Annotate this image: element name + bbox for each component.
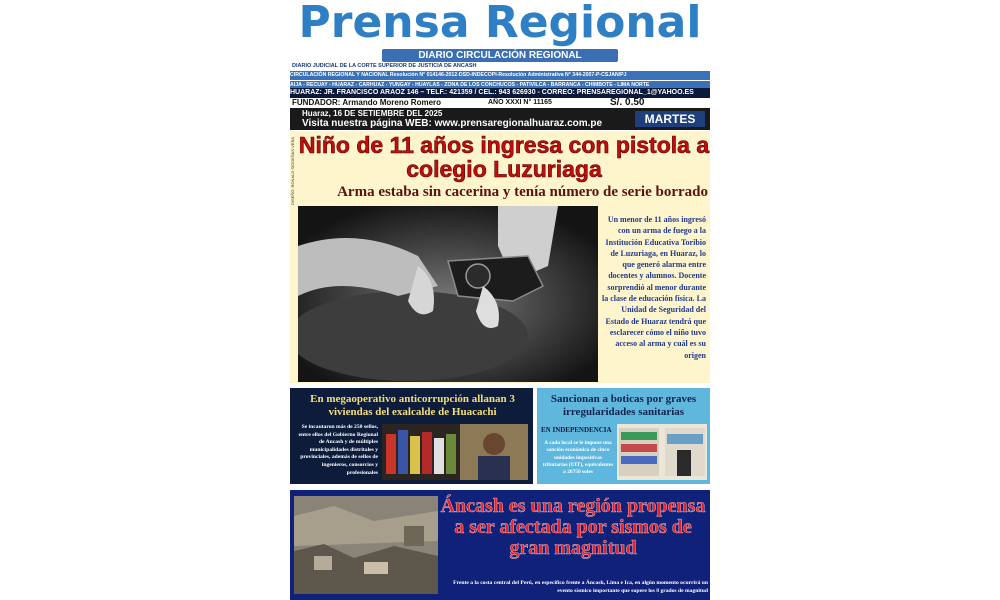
- resolutions-bar: CIRCULACIÓN REGIONAL Y NACIONAL Resolución N° 014146-2012-DSD-INDECOPI-Resolución Administrativa N° 344-2007-P-CSJAN/PJ: [290, 71, 710, 80]
- story-pharmacies-headline[interactable]: Sancionan a boticas por graves irregularidades sanitarias: [550, 393, 697, 418]
- founder-label: FUNDADOR: Armando Moreno Romero: [292, 98, 442, 107]
- pharmacy-photo: [617, 424, 707, 480]
- towns-bar: AIJA - RECUAY - HUARAZ - CARHUAZ - YUNGAY - HUAYLAS - ZONA DE LOS CONCHUCOS - PATIVILCA - BARRANCA - CHIMBOTE - LIMA NORTE: [290, 80, 710, 89]
- address-bar: HUARAZ: JR. FRANCISCO ARAOZ 146 – TELF.: 421359 / CEL.: 943 626930 - CORREO: PRENSAREGIONAL_1@YAHOO.ES: [290, 88, 710, 98]
- info-row: [290, 98, 710, 108]
- lead-headline[interactable]: Niño de 11 años ingresa con pistola a colegio Luzuriaga: [298, 132, 710, 182]
- issue-number: AÑO XXXI N° 11165: [488, 99, 552, 106]
- earthquake-photo: [294, 496, 438, 594]
- price-label: S/. 0.50: [610, 97, 645, 108]
- rubble-image: [294, 496, 438, 594]
- person-image: [460, 424, 528, 480]
- judicial-line: DIARIO JUDICIAL DE LA CORTE SUPERIOR DE JUSTICIA DE ANCASH: [292, 63, 477, 69]
- story-earthquake-headline[interactable]: Áncash es una región propensa a ser afectada por sismos de gran magnitud: [440, 495, 706, 559]
- lead-body: Un menor de 11 años ingresó con un arma de fuego a la Institución Educativa Toribio de Luzuriaga, en Huaraz, lo que generó alarma entre docentes y alumnos. Docente sorprendió al menor durante la clase de educación física. La Unidad de Seguridad del Estado de Huaraz tendrá que esclarecer cómo el niño tuvo acceso al arma y cuál es su origen: [602, 215, 706, 360]
- story-earthquake[interactable]: [290, 490, 710, 600]
- lead-subhead: Arma estaba sin cacerina y tenía número de serie borrado: [337, 184, 708, 200]
- date-bar: [290, 108, 710, 130]
- pharmacy-shelves-image: [617, 424, 707, 480]
- story-raids[interactable]: [290, 388, 533, 484]
- masthead-title: Prensa Regional: [298, 0, 702, 48]
- stamps-image: [382, 424, 460, 480]
- story-pharmacies[interactable]: [537, 388, 710, 484]
- story-pharmacies-body: A cada local se le impone una sanción económica de cinco unidades impositivas tributarias (UIT), equivalentes a 26750 soles: [542, 440, 614, 476]
- story-raids-body: Se incautaron más de 250 sellos, entre ellos del Gobierno Regional de Ancash y de múltiples municipalidades distritales y provinciales, además de sellos de ingenieros, consorcios y profesionales: [298, 424, 378, 476]
- story-raids-headline[interactable]: En megaoperativo anticorrupción allanan 3 viviendas del exalcalde de Huacachi: [310, 393, 515, 418]
- seized-stamps-photo: [382, 424, 460, 480]
- suspect-photo: [460, 424, 528, 480]
- issue-date: Huaraz, 16 DE SETIEMBRE DEL 2025: [302, 109, 443, 118]
- child-holding-pistol-image: [298, 206, 598, 382]
- lead-photo: [298, 206, 598, 382]
- design-credit: DISEÑO: RONALD SIGÜEÑAS VERA: [290, 136, 295, 205]
- weekday-badge: MARTES: [635, 111, 705, 127]
- newspaper-front-page: [290, 0, 710, 600]
- story-pharmacies-tag: EN INDEPENDENCIA: [541, 426, 612, 434]
- story-earthquake-body: Frente a la costa central del Perú, en específico frente a Áncash, Lima e Ica, en algún momento ocurrirá un evento sísmico importante que supere los 8 grados de magnitud: [453, 580, 708, 594]
- website-link[interactable]: Visita nuestra página WEB: www.prensaregionalhuaraz.com.pe: [302, 118, 603, 129]
- circulation-banner: DIARIO CIRCULACIÓN REGIONAL: [382, 49, 618, 62]
